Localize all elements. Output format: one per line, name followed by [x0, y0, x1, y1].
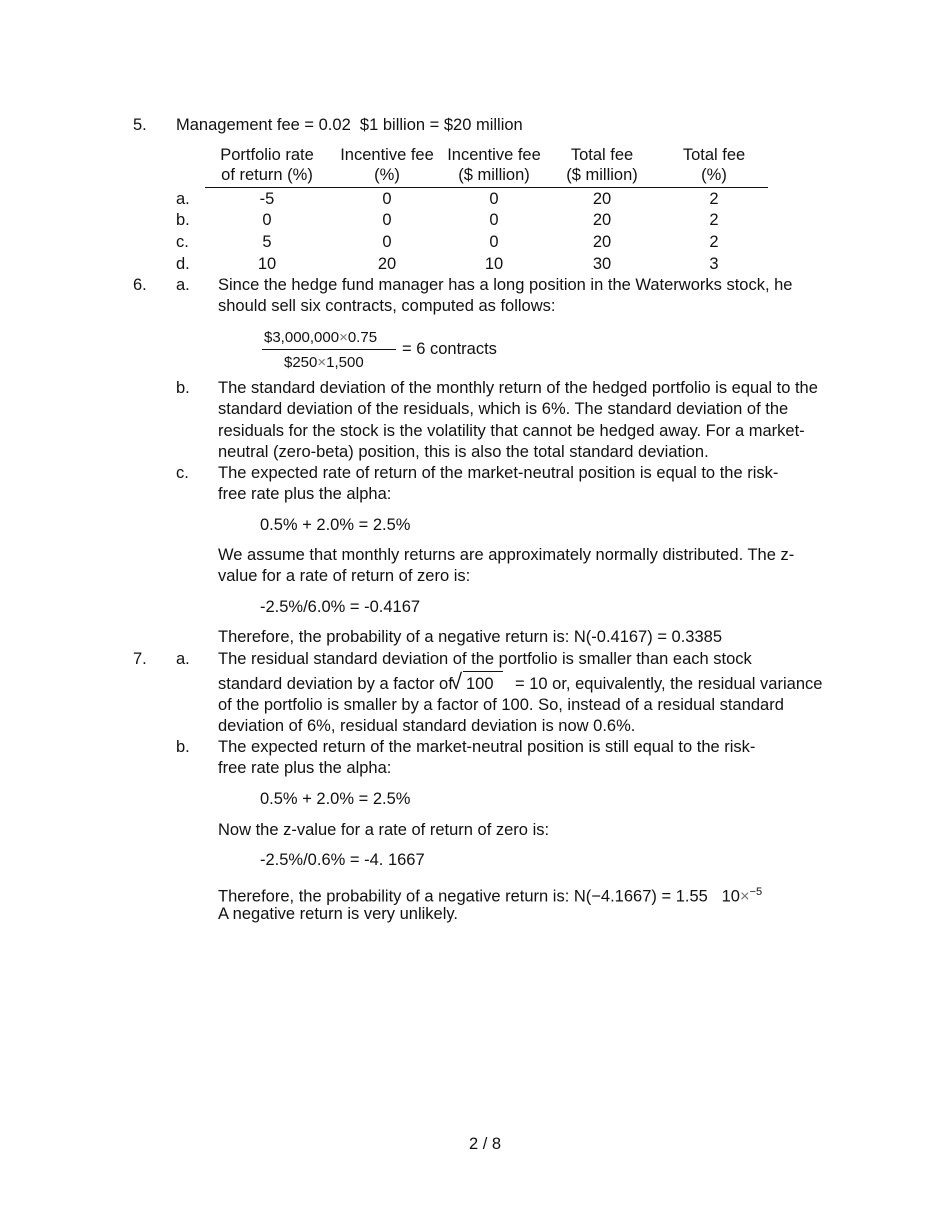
table-cell: 20	[592, 211, 612, 229]
table-header: Portfolio rate of return (%)	[220, 146, 314, 184]
table-cell: 0	[262, 211, 272, 229]
equation: -2.5%/0.6% = -4. 1667	[260, 851, 425, 869]
sqrt-icon: √	[450, 669, 463, 694]
table-cell: 10	[257, 255, 277, 273]
paragraph-line: Since the hedge fund manager has a long position in the Waterworks stock, he	[218, 276, 793, 294]
fraction-denominator: $250×1,500	[284, 354, 364, 371]
row-label: d.	[176, 255, 190, 273]
table-header: Total fee (%)	[682, 146, 746, 184]
part-label: a.	[176, 650, 190, 668]
equation: -2.5%/6.0% = -0.4167	[260, 598, 421, 616]
paragraph-line: standard deviation by a factor of	[218, 675, 453, 693]
paragraph-line: Now the z-value for a rate of return of zero is:	[218, 821, 550, 839]
paragraph-line: deviation of 6%, residual standard deviation is now 0.6%.	[218, 717, 636, 735]
table-cell: 0	[382, 190, 392, 208]
table-cell: -5	[259, 190, 275, 208]
probability-result: Therefore, the probability of a negative return is: N(−4.1667) = 1.55 10×$^{-5}$	[218, 886, 763, 906]
table-header: Incentive fee ($ million)	[447, 146, 541, 184]
management-fee-text: Management fee = 0.02 $1 billion = $20 million	[176, 116, 523, 134]
fraction-numerator: $3,000,000×0.75	[264, 329, 378, 346]
table-cell: 20	[377, 255, 397, 273]
row-label: a.	[176, 190, 190, 208]
question-number: 5.	[133, 116, 147, 134]
table-header: Total fee ($ million)	[566, 146, 638, 184]
paragraph-line: The standard deviation of the monthly return of the hedged portfolio is equal to the	[218, 379, 818, 397]
paragraph-line: We assume that monthly returns are approximately normally distributed. The z-	[218, 546, 795, 564]
part-label: b.	[176, 738, 190, 756]
paragraph-line: free rate plus the alpha:	[218, 485, 392, 503]
fraction-result: = 6 contracts	[402, 340, 497, 358]
equation: 0.5% + 2.0% = 2.5%	[260, 516, 411, 534]
table-cell: 0	[382, 211, 392, 229]
table-cell: 30	[592, 255, 612, 273]
paragraph-line: should sell six contracts, computed as follows:	[218, 297, 556, 315]
question-number: 7.	[133, 650, 147, 668]
table-cell: 0	[489, 233, 499, 251]
table-cell: 2	[709, 233, 719, 251]
table-cell: 2	[709, 190, 719, 208]
table-cell: 0	[489, 190, 499, 208]
table-cell: 2	[709, 211, 719, 229]
table-cell: 0	[489, 211, 499, 229]
part-label: a.	[176, 276, 190, 294]
paragraph-line: standard deviation of the residuals, which is 6%. The standard deviation of the	[218, 400, 789, 418]
row-label: b.	[176, 211, 190, 229]
equation: 0.5% + 2.0% = 2.5%	[260, 790, 411, 808]
paragraph-line: The residual standard deviation of the portfolio is smaller than each stock	[218, 650, 752, 668]
paragraph-line: residuals for the stock is the volatility that cannot be hedged away. For a market-	[218, 422, 805, 440]
paragraph-line: The expected rate of return of the market-neutral position is equal to the risk-	[218, 464, 779, 482]
table-cell: 5	[262, 233, 272, 251]
table-cell: 10	[484, 255, 504, 273]
part-label: c.	[176, 464, 189, 482]
table-divider	[205, 187, 768, 188]
paragraph-line: free rate plus the alpha:	[218, 759, 392, 777]
fraction-bar	[262, 349, 396, 350]
paragraph-line: value for a rate of return of zero is:	[218, 567, 471, 585]
paragraph-line: Therefore, the probability of a negative return is: N(-0.4167) = 0.3385	[218, 628, 722, 646]
table-cell: 3	[709, 255, 719, 273]
paragraph-line: = 10 or, equivalently, the residual variance	[515, 675, 823, 693]
part-label: b.	[176, 379, 190, 397]
question-number: 6.	[133, 276, 147, 294]
sqrt-bar	[463, 671, 503, 672]
page-number: 2 / 8	[468, 1135, 502, 1153]
table-header: Incentive fee (%)	[340, 146, 434, 184]
table-cell: 20	[592, 233, 612, 251]
table-cell: 20	[592, 190, 612, 208]
table-cell: 0	[382, 233, 392, 251]
row-label: c.	[176, 233, 189, 251]
paragraph-line: of the portfolio is smaller by a factor of 100. So, instead of a residual standard	[218, 696, 784, 714]
paragraph-line: neutral (zero-beta) position, this is also the total standard deviation.	[218, 443, 709, 461]
sqrt-value: 100	[466, 675, 494, 693]
paragraph-line: The expected return of the market-neutral position is still equal to the risk-	[218, 738, 756, 756]
paragraph-line: A negative return is very unlikely.	[218, 905, 458, 923]
